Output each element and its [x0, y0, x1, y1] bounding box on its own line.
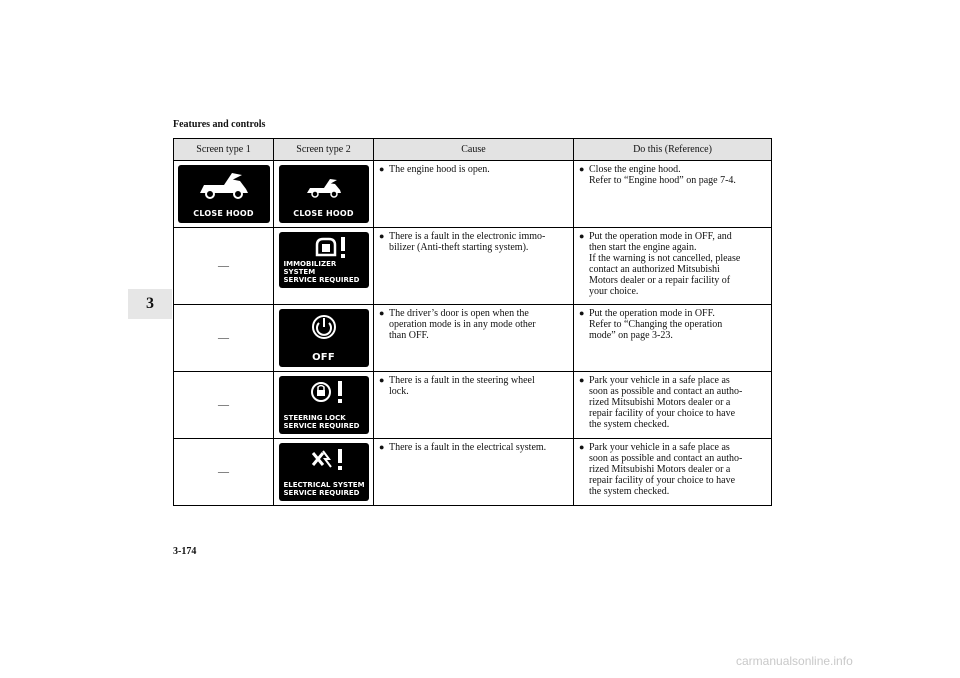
table-row: [174, 372, 772, 439]
power-button-icon: [310, 313, 338, 343]
display-label: [284, 414, 360, 430]
display-label: [284, 481, 365, 497]
cause-text: There is a fault in the electronic immo- bilizer (Anti-theft starting system).: [389, 231, 546, 253]
bullet-icon: ●: [379, 308, 385, 318]
header-screen-type-1: Screen type 1: [174, 139, 274, 161]
page-number: 3-174: [173, 546, 197, 557]
screen2-cell: [274, 372, 374, 439]
bullet-icon: ●: [379, 442, 385, 452]
off-display: [279, 309, 369, 367]
bullet-icon: ●: [379, 231, 385, 241]
steering-lock-warning-icon: [309, 379, 349, 405]
display-label: CLOSE HOOD: [193, 209, 254, 218]
section-title: Features and controls: [173, 119, 266, 130]
action-cell: [574, 439, 772, 506]
display-label-line1: ELECTRICAL SYSTEM: [283, 481, 365, 489]
immobilizer-warning-icon: [313, 235, 349, 259]
display-label-line2: SERVICE REQUIRED: [283, 489, 360, 497]
header-cause: Cause: [374, 139, 574, 161]
bullet-icon: ●: [579, 231, 585, 241]
table-header-row: [174, 139, 772, 161]
close-hood-display-type2: [279, 165, 369, 223]
close-hood-display-type1: [178, 165, 270, 223]
display-label-line2: SERVICE REQUIRED: [283, 276, 360, 284]
action-text: Close the engine hood. Refer to “Engine hood” on page 7-4.: [589, 164, 736, 186]
cause-text: The driver’s door is open when the operation mode is in any mode other than OFF.: [389, 308, 536, 341]
action-cell: [574, 228, 772, 305]
screen1-cell: [174, 305, 274, 372]
display-label: [284, 260, 369, 284]
table-row: [174, 228, 772, 305]
screen1-cell: [174, 439, 274, 506]
bullet-icon: ●: [379, 375, 385, 385]
display-label: CLOSE HOOD: [293, 209, 354, 218]
action-cell: [574, 305, 772, 372]
dash-text: —: [218, 398, 229, 411]
cause-text: There is a fault in the steering wheel lock.: [389, 375, 535, 397]
table-row: [174, 439, 772, 506]
screen2-cell: [274, 305, 374, 372]
action-cell: [574, 372, 772, 439]
electrical-system-display: [279, 443, 369, 501]
watermark: carmanualsonline.info: [736, 654, 853, 668]
cause-text: There is a fault in the electrical system.: [389, 442, 547, 453]
bullet-icon: ●: [579, 164, 585, 174]
cause-cell: [374, 161, 574, 228]
screen2-cell: [274, 228, 374, 305]
car-hood-open-icon: [194, 171, 254, 201]
cause-cell: [374, 228, 574, 305]
bullet-icon: ●: [579, 442, 585, 452]
dash-text: —: [218, 259, 229, 272]
table-row: [174, 161, 772, 228]
screen2-cell: [274, 161, 374, 228]
screen1-cell: [174, 372, 274, 439]
table-row: [174, 305, 772, 372]
chapter-tab: 3: [128, 289, 172, 319]
bullet-icon: ●: [579, 375, 585, 385]
header-screen-type-2: Screen type 2: [274, 139, 374, 161]
action-cell: [574, 161, 772, 228]
action-text: Put the operation mode in OFF. Refer to “Changing the operation mode” on page 3-23.: [589, 308, 723, 341]
action-text: Park your vehicle in a safe place as soon as possible and contact an autho- rized Mitsubishi Motors dealer or a repair facility of your choice to have the system checked.: [589, 442, 743, 497]
cause-cell: [374, 372, 574, 439]
dash-text: —: [218, 465, 229, 478]
bullet-icon: ●: [379, 164, 385, 174]
action-text: Put the operation mode in OFF, and then start the engine again. If the warning is not cancelled, please contact an authorized Mitsubishi Motors dealer or a repair facility of your choice.: [589, 231, 741, 297]
immobilizer-display: [279, 232, 369, 288]
display-label: OFF: [312, 352, 335, 363]
screen1-cell: [174, 161, 274, 228]
steering-lock-display: [279, 376, 369, 434]
warning-display-table: [173, 138, 772, 506]
dash-text: —: [218, 331, 229, 344]
screen2-cell: [274, 439, 374, 506]
car-hood-open-icon: [304, 177, 344, 199]
electrical-system-warning-icon: [309, 447, 349, 471]
action-text: Park your vehicle in a safe place as soon as possible and contact an autho- rized Mitsubishi Motors dealer or a repair facility of your choice to have the system checked.: [589, 375, 743, 430]
cause-cell: [374, 305, 574, 372]
header-do-this: Do this (Reference): [574, 139, 772, 161]
display-label-line2: SERVICE REQUIRED: [283, 422, 360, 430]
bullet-icon: ●: [579, 308, 585, 318]
screen1-cell: [174, 228, 274, 305]
display-label-line1: IMMOBILIZER SYSTEM: [283, 260, 337, 276]
cause-cell: [374, 439, 574, 506]
cause-text: The engine hood is open.: [389, 164, 490, 175]
display-label-line1: STEERING LOCK: [283, 414, 346, 422]
